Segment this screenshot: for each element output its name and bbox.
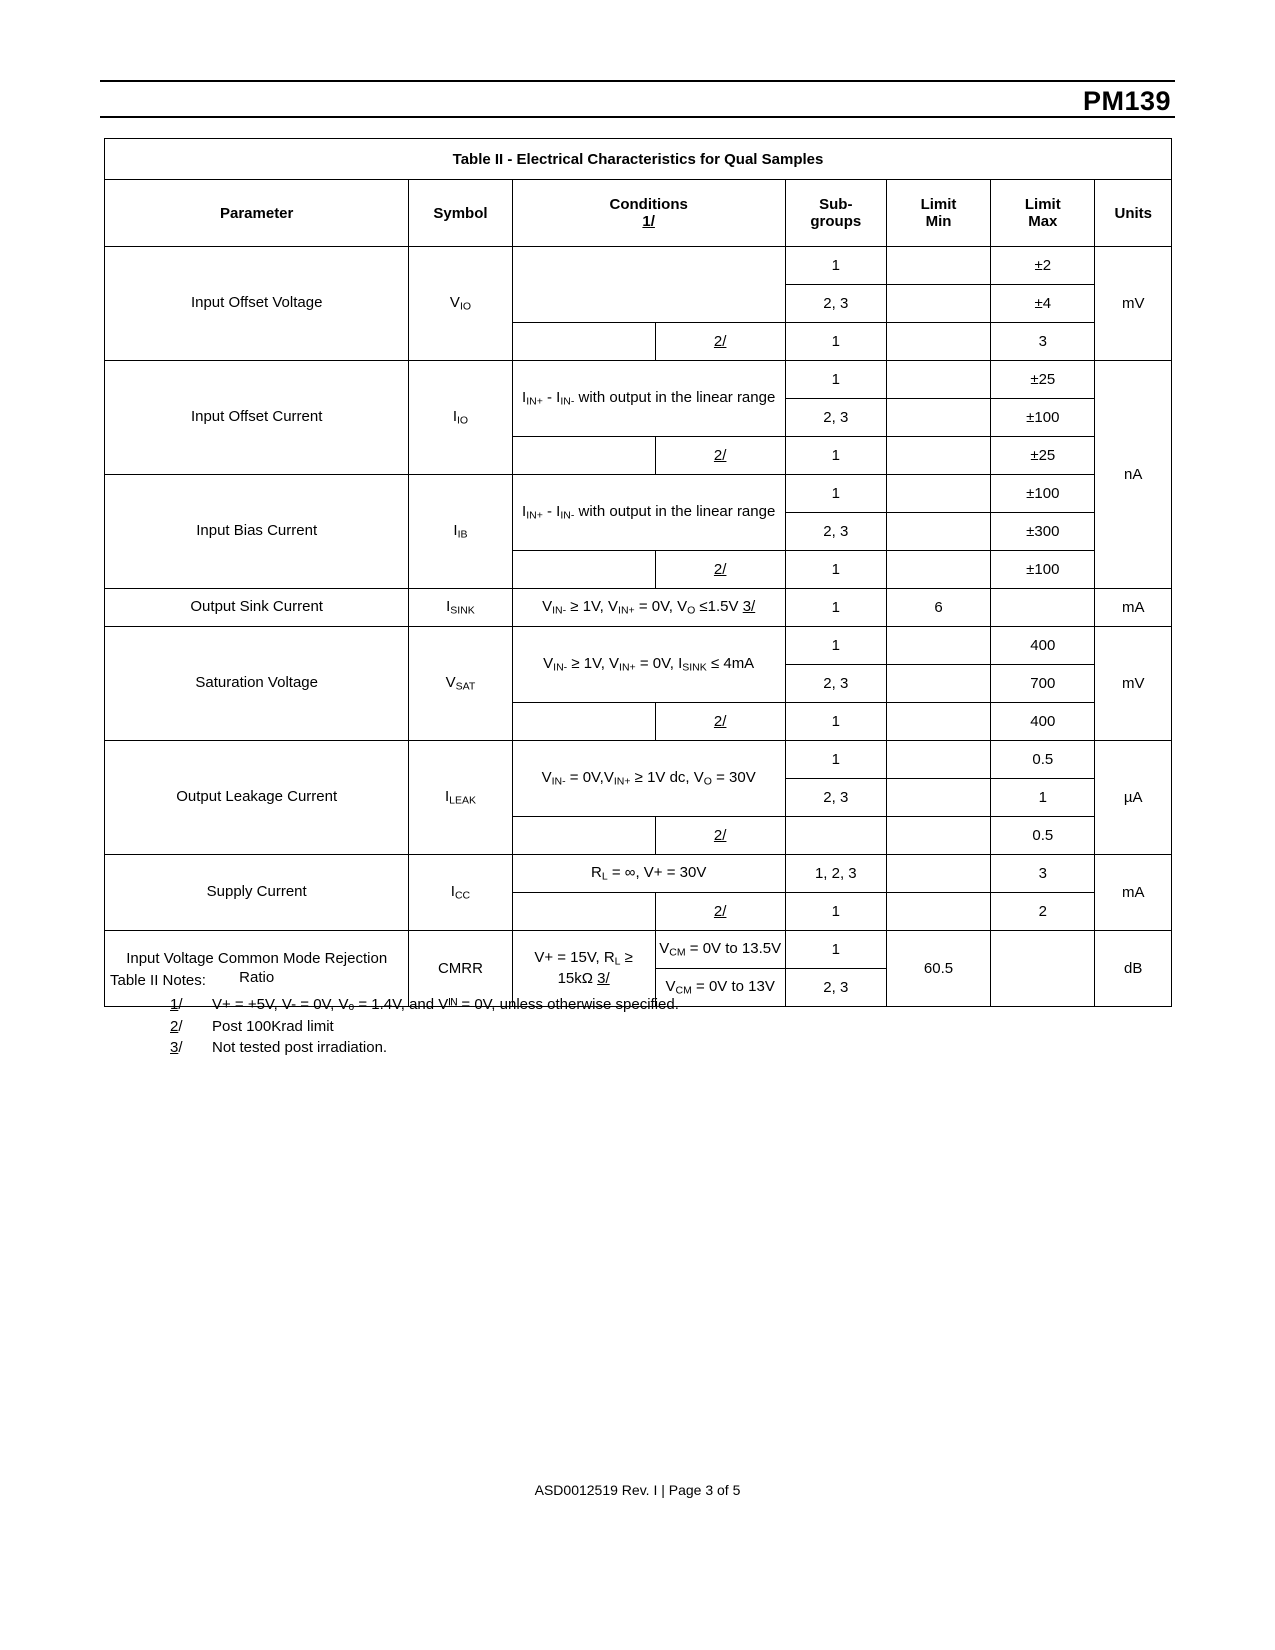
conditions-cell: $V_{IN-} \ge 1V$, $V_{IN+} = 0V$, $I_{SINK} \le 4mA$ <box>512 627 785 703</box>
note-item <box>170 1037 679 1059</box>
subgroups-cell: 1 <box>785 931 886 969</box>
conditions-cell: $V_{IN-} = 0V,V_{IN+} \ge 1V$ dc, $V_O = 30V$ <box>512 741 785 817</box>
conditions-cell: $V_{IN-} \ge 1V$, $V_{IN+} = 0V$, $V_O \le 1.5V$ 3/ <box>512 589 785 627</box>
parameter-cell: Supply Current <box>105 855 409 931</box>
symbol-cell: $V_{IO}$ <box>409 247 512 361</box>
conditions-cell: $I_{IN+} - I_{IN-}$ with output in the linear range <box>512 361 785 437</box>
conditions-cell: $R_L$ = ∞, V+ = 30V <box>512 855 785 893</box>
subgroups-cell: 2, 3 <box>785 969 886 1007</box>
col-header-limit-max-line2: Max <box>1028 213 1058 230</box>
subgroups-cell: 2, 3 <box>785 513 886 551</box>
table-row <box>105 589 1172 627</box>
conditions-note-cell: 2/ <box>655 893 785 931</box>
note-text: Not tested post irradiation. <box>212 1039 388 1057</box>
parameter-cell: Saturation Voltage <box>105 627 409 741</box>
units-cell: mV <box>1095 627 1172 741</box>
part-number-title: PM139 <box>1082 86 1171 116</box>
subgroups-cell: 1 <box>785 323 886 361</box>
subgroups-cell: 1 <box>785 703 886 741</box>
parameter-cell: Output Sink Current <box>105 589 409 627</box>
subgroups-cell: 2, 3 <box>785 285 886 323</box>
notes-title: Table II Notes: <box>110 972 206 989</box>
parameter-cell: Output Leakage Current <box>105 741 409 855</box>
limit-min-cell <box>886 893 990 931</box>
subgroups-cell: 2, 3 <box>785 399 886 437</box>
conditions-note-cell: $V_{CM} = 0V$ to 13V <box>655 969 785 1007</box>
col-header-limit-max <box>991 180 1095 247</box>
conditions-note-cell: 2/ <box>655 437 785 475</box>
spec-table-container <box>104 138 1172 1007</box>
limit-min-cell <box>886 817 990 855</box>
limit-min-cell <box>886 247 990 285</box>
symbol-cell: CMRR <box>409 931 512 1007</box>
note-item <box>170 1016 679 1038</box>
limit-max-cell: 0.5 <box>991 817 1095 855</box>
limit-max-cell: ±100 <box>991 399 1095 437</box>
symbol-cell: $I_{IB}$ <box>409 475 512 589</box>
subgroups-cell: 1 <box>785 627 886 665</box>
limit-min-cell <box>886 399 990 437</box>
page-footer: ASD0012519 Rev. I | Page 3 of 5 <box>534 1482 741 1498</box>
units-cell: mV <box>1095 247 1172 361</box>
limit-max-cell: ±300 <box>991 513 1095 551</box>
conditions-spacer-cell <box>512 551 655 589</box>
note-text: V+ = +5V, V- = 0V, Vₒ = 1.4V, and Vᴵᴺ = 0V, unless otherwise specified. <box>212 995 679 1013</box>
subgroups-cell <box>785 817 886 855</box>
col-header-limit-min <box>886 180 990 247</box>
table-row <box>105 247 1172 285</box>
conditions-cell: $I_{IN+} - I_{IN-}$ with output in the linear range <box>512 475 785 551</box>
table-body <box>105 247 1172 1007</box>
col-header-parameter: Parameter <box>105 180 409 247</box>
symbol-cell: $V_{SAT}$ <box>409 627 512 741</box>
conditions-cell: V+ = 15V, $R_L \ge 15k\Omega$ 3/ <box>512 931 655 1007</box>
table-caption: Table II - Electrical Characteristics for Qual Samples <box>105 139 1172 180</box>
symbol-cell: $I_{LEAK}$ <box>409 741 512 855</box>
col-header-subgroups-line2: groups <box>810 213 862 230</box>
limit-min-cell <box>886 285 990 323</box>
col-header-limit-max-line1: Limit <box>1024 196 1061 213</box>
table-row <box>105 361 1172 399</box>
electrical-characteristics-table <box>104 138 1172 1007</box>
col-header-units: Units <box>1095 180 1172 247</box>
limit-min-cell: 6 <box>886 589 990 627</box>
parameter-cell: Input Voltage Common Mode Rejection Ratio <box>105 931 409 1007</box>
limit-max-cell: ±25 <box>991 361 1095 399</box>
limit-min-cell <box>886 551 990 589</box>
limit-max-cell: ±100 <box>991 551 1095 589</box>
subgroups-cell: 1 <box>785 361 886 399</box>
conditions-note-cell: $V_{CM} = 0V$ to 13.5V <box>655 931 785 969</box>
notes-list <box>170 994 679 1059</box>
units-cell: mA <box>1095 855 1172 931</box>
limit-min-cell <box>886 741 990 779</box>
table-row <box>105 741 1172 779</box>
note-item <box>170 994 679 1016</box>
symbol-cell: $I_{IO}$ <box>409 361 512 475</box>
col-header-subgroups-line1: Sub- <box>819 196 853 213</box>
conditions-spacer-cell <box>512 703 655 741</box>
limit-max-cell <box>991 589 1095 627</box>
limit-min-cell: 60.5 <box>886 931 990 1007</box>
limit-max-cell: 400 <box>991 627 1095 665</box>
limit-max-cell: 3 <box>991 323 1095 361</box>
limit-max-cell: 700 <box>991 665 1095 703</box>
table-row <box>105 475 1172 513</box>
limit-min-cell <box>886 703 990 741</box>
limit-max-cell: ±25 <box>991 437 1095 475</box>
note-marker: 2/ <box>170 1017 183 1035</box>
conditions-note-cell: 2/ <box>655 551 785 589</box>
limit-max-cell: 3 <box>991 855 1095 893</box>
limit-max-cell <box>991 931 1095 1007</box>
conditions-spacer-cell <box>512 893 655 931</box>
col-header-subgroups <box>785 180 886 247</box>
limit-min-cell <box>886 627 990 665</box>
units-cell: mA <box>1095 589 1172 627</box>
symbol-cell: $I_{SINK}$ <box>409 589 512 627</box>
limit-max-cell: ±100 <box>991 475 1095 513</box>
conditions-note-cell: 2/ <box>655 703 785 741</box>
limit-max-cell: 0.5 <box>991 741 1095 779</box>
limit-max-cell: ±2 <box>991 247 1095 285</box>
limit-max-cell: 2 <box>991 893 1095 931</box>
parameter-cell: Input Bias Current <box>105 475 409 589</box>
subgroups-cell: 1 <box>785 475 886 513</box>
conditions-note-cell: 2/ <box>655 323 785 361</box>
col-header-conditions <box>512 180 785 247</box>
units-cell: µA <box>1095 741 1172 855</box>
limit-min-cell <box>886 855 990 893</box>
table-header-row <box>105 180 1172 247</box>
note-text: Post 100Krad limit <box>212 1017 334 1035</box>
subgroups-cell: 1 <box>785 893 886 931</box>
limit-min-cell <box>886 665 990 703</box>
conditions-spacer-cell <box>512 817 655 855</box>
limit-min-cell <box>886 437 990 475</box>
units-cell: nA <box>1095 361 1172 589</box>
conditions-note-cell: 2/ <box>655 817 785 855</box>
limit-min-cell <box>886 361 990 399</box>
table-notes <box>110 970 679 1059</box>
parameter-cell: Input Offset Voltage <box>105 247 409 361</box>
subgroups-cell: 1 <box>785 437 886 475</box>
units-cell: dB <box>1095 931 1172 1007</box>
col-header-limit-min-line2: Min <box>925 213 952 230</box>
subgroups-cell: 1, 2, 3 <box>785 855 886 893</box>
note-marker: 3/ <box>170 1039 183 1057</box>
col-header-symbol: Symbol <box>409 180 512 247</box>
col-header-conditions-label: Conditions <box>609 196 688 213</box>
limit-min-cell <box>886 779 990 817</box>
col-header-limit-min-line1: Limit <box>920 196 957 213</box>
table-caption-row <box>105 139 1172 180</box>
table-row <box>105 627 1172 665</box>
parameter-cell: Input Offset Current <box>105 361 409 475</box>
symbol-cell: $I_{CC}$ <box>409 855 512 931</box>
subgroups-cell: 1 <box>785 551 886 589</box>
limit-max-cell: 1 <box>991 779 1095 817</box>
note-marker: 1/ <box>170 995 183 1013</box>
table-row <box>105 931 1172 969</box>
subgroups-cell: 1 <box>785 741 886 779</box>
limit-min-cell <box>886 475 990 513</box>
limit-min-cell <box>886 323 990 361</box>
conditions-spacer-cell <box>512 323 655 361</box>
limit-max-cell: 400 <box>991 703 1095 741</box>
subgroups-cell: 2, 3 <box>785 665 886 703</box>
table-row <box>105 855 1172 893</box>
page-header <box>100 80 1175 118</box>
subgroups-cell: 1 <box>785 589 886 627</box>
limit-max-cell: ±4 <box>991 285 1095 323</box>
subgroups-cell: 1 <box>785 247 886 285</box>
conditions-cell <box>512 247 785 323</box>
col-header-conditions-note: 1/ <box>642 213 655 230</box>
conditions-spacer-cell <box>512 437 655 475</box>
limit-min-cell <box>886 513 990 551</box>
subgroups-cell: 2, 3 <box>785 779 886 817</box>
